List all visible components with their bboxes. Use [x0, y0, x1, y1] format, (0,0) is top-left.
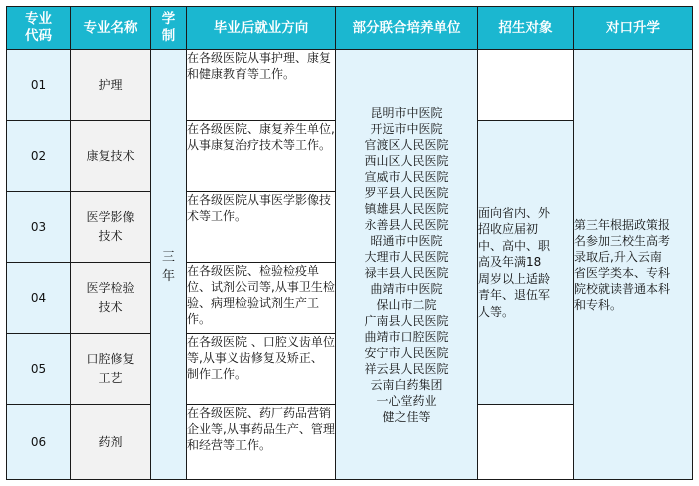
- target-line: 青年、退伍军: [478, 288, 551, 303]
- partner-item: 罗平县人民医院: [364, 185, 449, 200]
- target-blank-top: [478, 50, 574, 121]
- partner-item: 昆明市中医院: [370, 105, 443, 120]
- partner-item: 宣威市人民医院: [364, 169, 449, 184]
- partner-item: 保山市二院: [376, 297, 437, 312]
- header-upgrade: 对口升学: [574, 7, 693, 50]
- partner-item: 云南白药集团: [370, 377, 443, 392]
- partner-item: 官渡区人民医院: [364, 137, 449, 152]
- row-career: 在各级医院、检验检疫单位、试剂公司等,从事卫生检验、病理检验试剂生产工作。: [187, 263, 336, 334]
- row-name: 护理: [71, 50, 151, 121]
- partner-item: 大理市人民医院: [364, 249, 449, 264]
- row-code: 05: [7, 334, 71, 405]
- upgrade-line: 名参加三校生高考: [574, 233, 671, 248]
- majors-table: [6, 6, 693, 480]
- partner-item: 禄丰县人民医院: [364, 265, 449, 280]
- row-code: 01: [7, 50, 71, 121]
- partner-item: 昭通市中医院: [370, 233, 443, 248]
- upgrade-cell: [574, 50, 693, 480]
- years-cell: 三年: [151, 50, 187, 480]
- row-name: 康复技术: [71, 121, 151, 192]
- partner-item: 镇雄县人民医院: [364, 201, 449, 216]
- table-row: [7, 50, 693, 121]
- row-name: 医学检验技术: [71, 263, 151, 334]
- upgrade-line: 省医学类本、专科: [574, 265, 671, 280]
- header-name: 专业名称: [71, 7, 151, 50]
- header-code: 专业代码: [7, 7, 71, 50]
- partner-item: 开远市中医院: [370, 121, 443, 136]
- row-career: 在各级医院、药厂药品营销企业等,从事药品生产、管理和经营等工作。: [187, 405, 336, 480]
- upgrade-line: 录取后,升入云南: [574, 249, 662, 264]
- header-years: 学制: [151, 7, 187, 50]
- upgrade-line: 第三年根据政策报: [574, 217, 671, 232]
- row-name: 口腔修复工艺: [71, 334, 151, 405]
- header-career: 毕业后就业方向: [187, 7, 336, 50]
- row-career: 在各级医院 、口腔义齿单位等,从事义齿修复及矫正、 制作工作。: [187, 334, 336, 405]
- target-line: 人等。: [478, 304, 515, 319]
- target-line: 面向省内、外: [478, 205, 551, 220]
- partner-item: 曲靖市中医院: [370, 281, 443, 296]
- partner-item: 曲靖市口腔医院: [364, 329, 449, 344]
- row-name: 药剂: [71, 405, 151, 480]
- target-blank-bottom: [478, 405, 574, 480]
- upgrade-line: 和专科。: [574, 297, 623, 312]
- partner-item: 安宁市人民医院: [364, 345, 449, 360]
- partner-item: 西山区人民医院: [364, 153, 449, 168]
- partners-cell: [336, 50, 478, 480]
- row-code: 02: [7, 121, 71, 192]
- target-line: 中、高中、职: [478, 238, 551, 253]
- header-target: 招生对象: [478, 7, 574, 50]
- partner-item: 祥云县人民医院: [364, 361, 449, 376]
- target-line: 招收应届初: [478, 222, 539, 237]
- row-career: 在各级医院、康复养生单位,从事康复治疗技术等工作。: [187, 121, 336, 192]
- row-code: 03: [7, 192, 71, 263]
- partner-item: 健之佳等: [382, 409, 431, 424]
- row-career: 在各级医院从事护理、康复和健康教育等工作。: [187, 50, 336, 121]
- upgrade-line: 院校就读普通本科: [574, 281, 671, 296]
- header-partners: 部分联合培养单位: [336, 7, 478, 50]
- row-name: 医学影像技术: [71, 192, 151, 263]
- row-code: 04: [7, 263, 71, 334]
- header-row: [7, 7, 693, 50]
- row-career: 在各级医院从事医学影像技术等工作。: [187, 192, 336, 263]
- partner-item: 一心堂药业: [376, 393, 437, 408]
- row-code: 06: [7, 405, 71, 480]
- target-line: 高及年满18: [478, 255, 542, 270]
- target-cell: [478, 121, 574, 405]
- partner-item: 广南县人民医院: [364, 313, 449, 328]
- target-line: 周岁以上适龄: [478, 271, 551, 286]
- partner-item: 永善县人民医院: [364, 217, 449, 232]
